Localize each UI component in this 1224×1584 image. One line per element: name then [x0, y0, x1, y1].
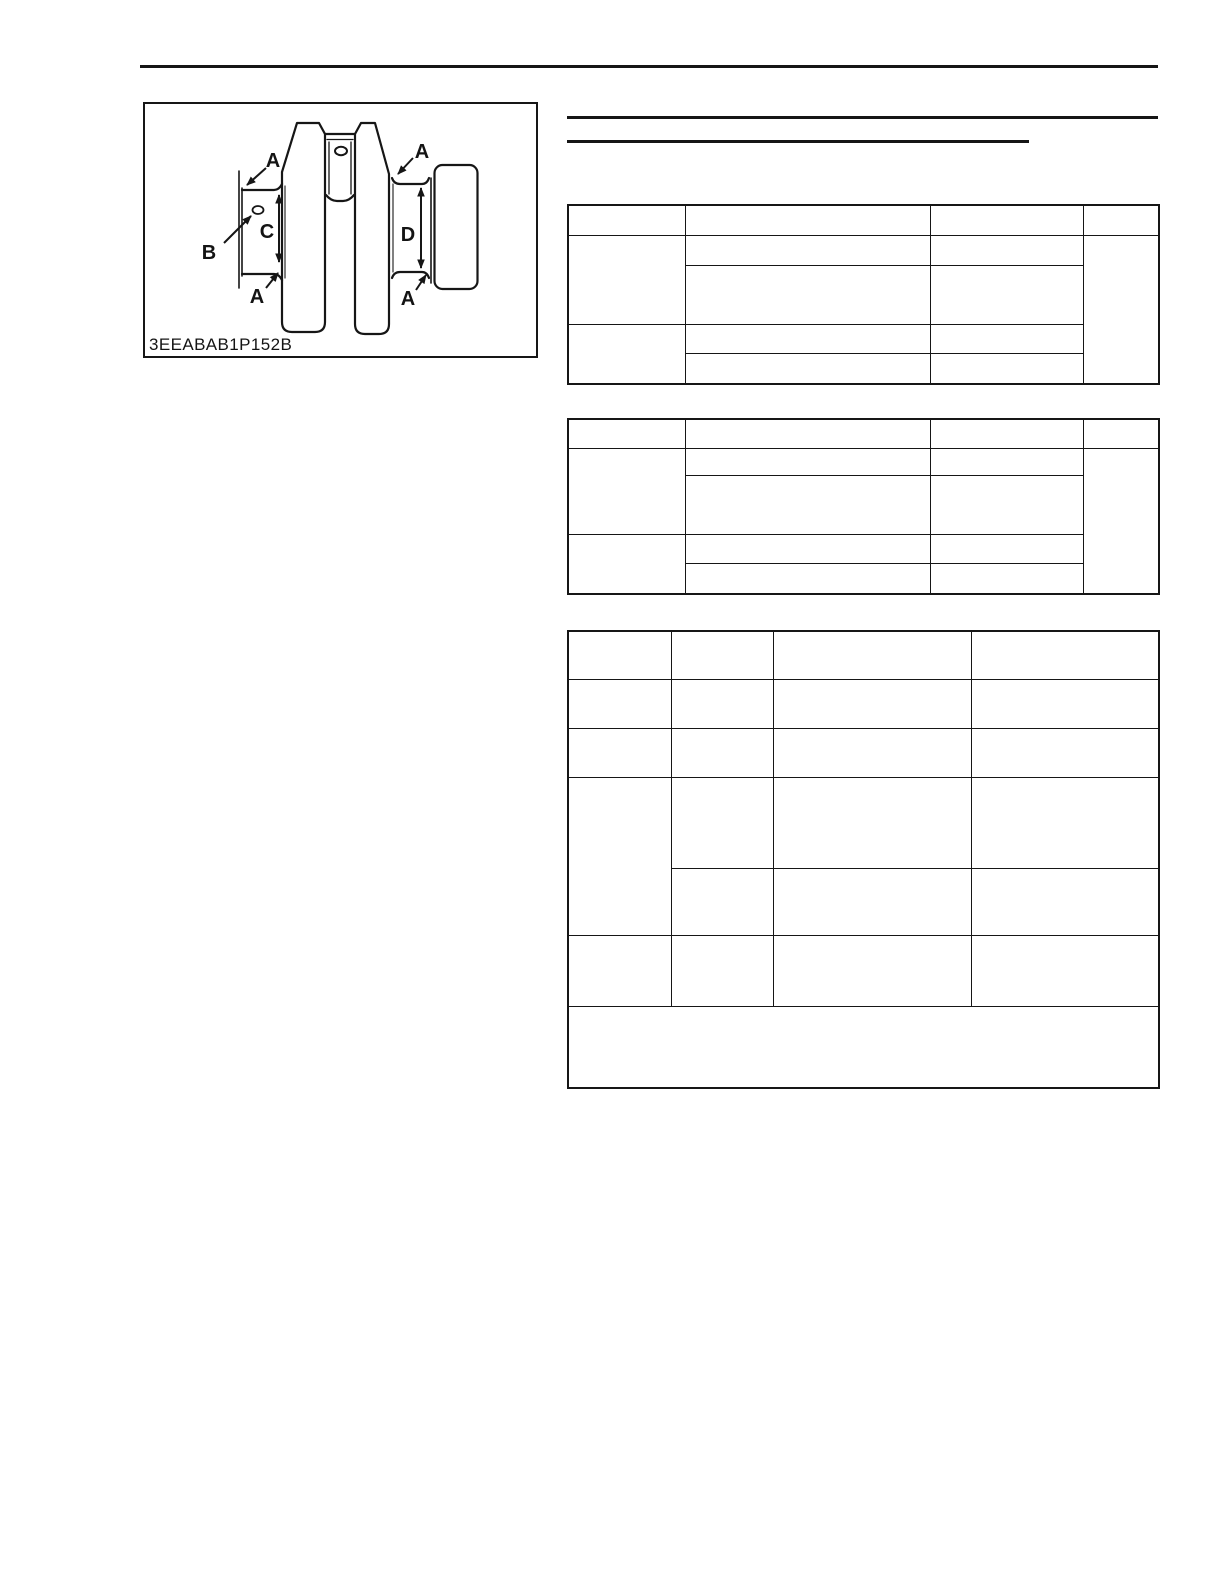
table-cell [773, 935, 971, 1006]
figure-label-c: C [259, 221, 275, 243]
spec-table-1 [567, 204, 1160, 385]
table-cell [568, 235, 685, 324]
left-web [282, 123, 325, 332]
figure-caption: 3EEABAB1P152B [149, 335, 293, 354]
figure-label-b: B [201, 242, 217, 264]
subsection-heading-rule [567, 140, 1029, 143]
table-cell [1083, 235, 1159, 384]
table-cell [685, 235, 930, 265]
table-cell [971, 728, 1159, 777]
table-cell [685, 448, 930, 475]
table-cell [568, 728, 671, 777]
table-cell [1083, 205, 1159, 235]
table-cell [685, 205, 930, 235]
table-cell [568, 419, 685, 448]
table-cell [930, 324, 1083, 353]
table-cell [971, 935, 1159, 1006]
table-cell [685, 419, 930, 448]
table-cell [671, 777, 773, 868]
flywheel-end-cylinder [435, 165, 478, 289]
figure-label-a-bottom-left: A [249, 286, 265, 308]
table-cell [568, 679, 671, 728]
table-cell [971, 777, 1159, 868]
callout-arrow-a-top-left [247, 168, 266, 185]
table-cell [671, 679, 773, 728]
callout-arrow-a-bottom-left [266, 273, 278, 288]
page-top-rule [140, 65, 1158, 68]
callout-arrow-a-top-right [398, 158, 413, 174]
table-cell [930, 265, 1083, 324]
table-cell [930, 475, 1083, 534]
table-cell [1083, 448, 1159, 594]
crankpin-oil-hole [335, 147, 347, 155]
table-cell [773, 728, 971, 777]
callout-arrow-a-bottom-right [416, 275, 426, 290]
table-cell [930, 235, 1083, 265]
table-footer-cell [568, 1006, 1159, 1088]
table-cell [685, 563, 930, 594]
right-web [355, 123, 389, 334]
table-cell [1083, 419, 1159, 448]
figure-label-d: D [400, 224, 416, 246]
crankshaft-diagram [145, 104, 536, 356]
spec-table-3 [567, 630, 1160, 1089]
table-cell [930, 448, 1083, 475]
table-cell [671, 728, 773, 777]
table-cell [971, 631, 1159, 679]
section-heading-rule [567, 116, 1158, 119]
table-cell [671, 935, 773, 1006]
table-cell [930, 534, 1083, 563]
right-journal-top-edge [392, 178, 429, 184]
table-cell [685, 265, 930, 324]
table-cell [971, 679, 1159, 728]
table-cell [568, 935, 671, 1006]
figure-label-a-top-left: A [265, 150, 281, 172]
table-cell [773, 631, 971, 679]
table-cell [685, 353, 930, 384]
table-cell [930, 563, 1083, 594]
crankshaft-figure-box [143, 102, 538, 358]
table-cell [685, 475, 930, 534]
table-cell [568, 777, 671, 935]
oil-hole-b [253, 206, 264, 214]
figure-label-a-bottom-right: A [400, 288, 416, 310]
figure-label-a-top-right: A [414, 141, 430, 163]
spec-table-2 [567, 418, 1160, 595]
table-cell [685, 324, 930, 353]
table-cell [671, 868, 773, 935]
table-cell [685, 534, 930, 563]
table-cell [568, 205, 685, 235]
table-cell [930, 353, 1083, 384]
table-cell [773, 868, 971, 935]
callout-arrow-b [224, 216, 251, 243]
crankpin-bottom-edge [326, 195, 354, 201]
table-cell [568, 448, 685, 534]
table-cell [971, 868, 1159, 935]
table-cell [568, 324, 685, 384]
table-cell [568, 534, 685, 594]
table-cell [568, 631, 671, 679]
table-cell [671, 631, 773, 679]
table-cell [930, 205, 1083, 235]
table-cell [773, 777, 971, 868]
table-cell [773, 679, 971, 728]
table-cell [930, 419, 1083, 448]
